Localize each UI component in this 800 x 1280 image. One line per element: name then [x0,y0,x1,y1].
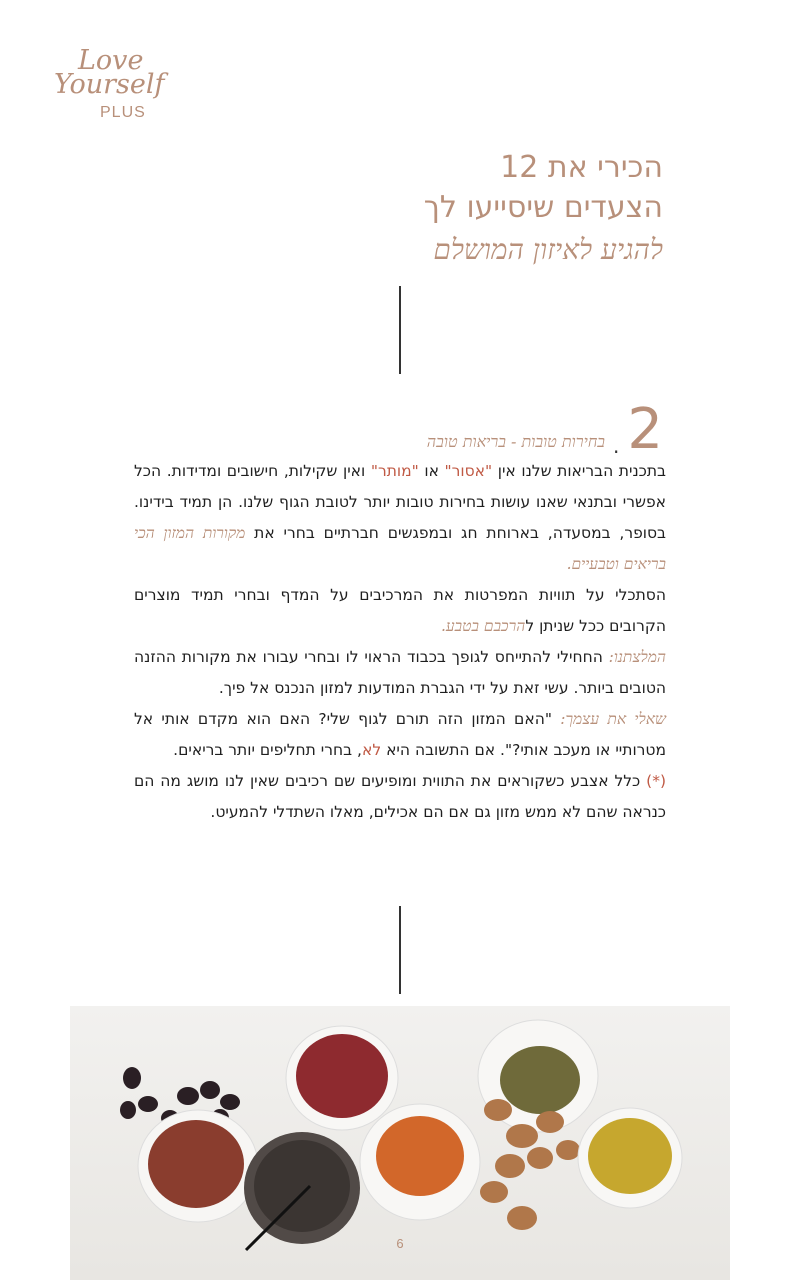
paragraph-3 [134,642,666,704]
paprika-bowl [360,1104,480,1220]
ask-yourself-label: שאלי את עצמך: [560,710,666,728]
logo-line-yourself: Yourself [54,69,165,100]
chia-bowl [244,1132,360,1250]
paragraph-2 [134,580,666,642]
p1-quote-allowed: "מותר" [370,462,419,480]
p3-text: החחילי להתייחס לגופך בכבוד הראוי לו ובחרי עבורו את מקורות ההזנה הטובים ביותר. עשי זאת על ידי הגברת המודעות למזון הנכנס אל פיך. [134,648,666,697]
recommendation-label: המלצתנו: [608,648,666,666]
heading-line-1: הכירי את 12 [500,150,663,185]
p1-text-b: או [418,462,445,480]
cocoa-bowl [138,1110,258,1222]
page-number: 6 [396,1236,404,1251]
section-number: 2 [627,397,663,462]
body-text [134,456,666,828]
page-heading [424,148,663,272]
p4-text-b: , בחרי תחליפים יותר בריאים. [173,741,362,759]
olive-oil-bowl [578,1108,682,1208]
section-subtitle: בחירות טובות - בריאות טובה [426,432,605,451]
paragraph-4 [134,704,666,766]
p4-text-a: "האם המזון הזה תורם לגוף שלי? האם הוא מקדם אותי אל מטרותיי או מעכב אותי?". אם התשובה היא [134,710,666,759]
p2-accent: הרכבם בטבע. [440,617,526,635]
divider-top [399,286,401,374]
section-header [426,397,663,462]
p1-accent: מקורות המזון הכי בריאים וטבעיים. [134,524,666,573]
p1-text-c: ואין שקילות, חישובים ומדידות. הכל אפשרי ובתנאי שאנו עושות בחירות טובות יותר לטובת הגוף שלנו. הן תמיד בידינו. בסופר, במסעדה, בארוחת חג ובמפגשים חברתיים בחרי את [134,462,666,542]
heading-line-2: הצעדים שיסייעו לך [423,190,663,225]
p5-text: כלל אצבע כשקוראים את התווית ומופיעים שם רכיבים שאין לנו מושג מה הם כנראה שהם לא ממש מזון גם אם הם אכילים, מאלו השתדלי להמעיט. [134,772,666,821]
section-dot: . [613,434,620,458]
divider-bottom [399,906,401,994]
logo-line-plus: PLUS [100,104,146,121]
p4-no: לא [361,741,382,759]
brand-logo [40,42,165,126]
beans-bowl [286,1026,398,1130]
paragraph-5 [134,766,666,828]
p5-asterisk: (*) [646,772,666,790]
paragraph-1 [134,456,666,580]
p1-quote-forbidden: "אסור" [444,462,493,480]
p2-text: הסתכלי על תוויות המפרטות את המרכיבים על המדף ובחרי תמיד מוצרים הקרובים ככל שניתן ל [134,586,666,635]
heading-line-3: להגיע לאיזון המושלם [433,233,663,266]
p1-text-a: בתכנית הבריאות שלנו אין [492,462,666,480]
logo-line-love: Love [78,45,144,76]
